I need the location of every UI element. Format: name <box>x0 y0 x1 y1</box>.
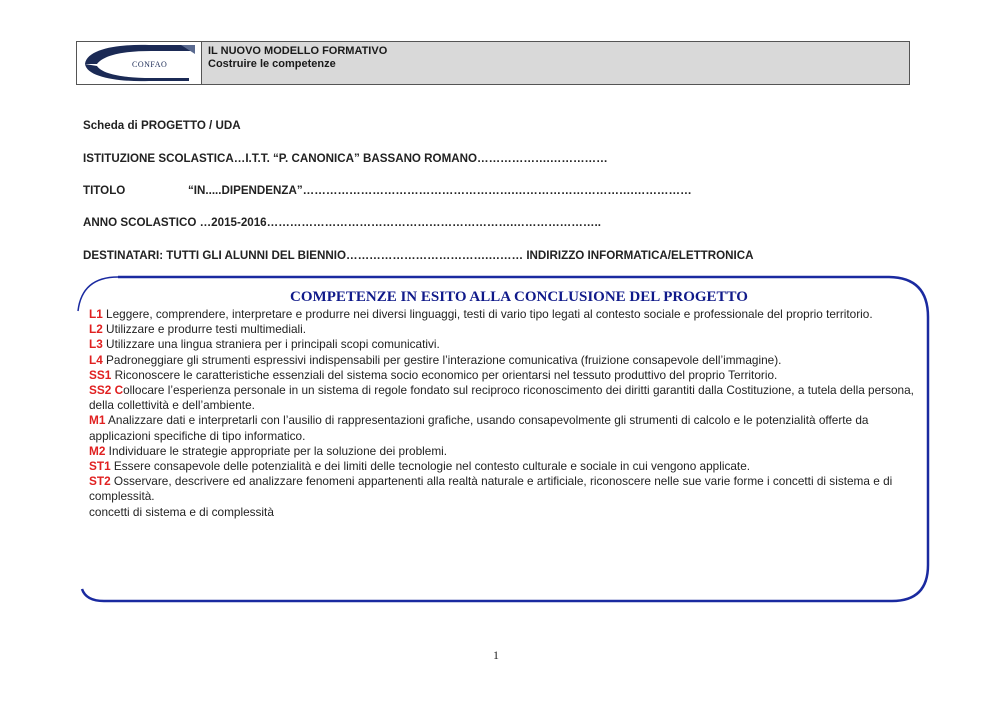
competenza-code: ST2 <box>89 474 111 489</box>
competenza-item <box>89 368 919 383</box>
competenza-item <box>89 337 919 352</box>
header-title-line1: IL NUOVO MODELLO FORMATIVO <box>208 45 388 57</box>
competenza-code: L1 <box>89 307 103 321</box>
header-title-line2: Costruire le competenze <box>208 58 336 70</box>
competenza-code: L4 <box>89 352 103 367</box>
scheda-line: Scheda di PROGETTO / UDA <box>83 119 241 132</box>
competenza-code: L3 <box>89 337 103 352</box>
competenza-item <box>89 474 919 504</box>
competenza-code: SS1 <box>89 367 112 382</box>
confao-logo <box>77 42 202 84</box>
anno-line: ANNO SCOLASTICO …2015-2016……………………………………………………….………………….. <box>83 216 601 229</box>
competenza-code: M1 <box>89 413 106 428</box>
competenza-text: ollocare l’esperienza personale in un sistema di regole fondato sul reciproco riconoscimento dei diritti garantiti dalla Costituzione, a tutela della persona, della collettività e dell’ambiente. <box>89 383 914 413</box>
competenza-item <box>89 353 919 368</box>
titolo-line <box>83 184 692 197</box>
competenza-text: Riconoscere le caratteristiche essenziali del sistema socio economico per orientarsi nel tessuto produttivo del proprio Territorio. <box>111 367 778 382</box>
titolo-label: TITOLO <box>83 184 126 197</box>
competenza-item <box>89 459 919 474</box>
titolo-value: “IN.....DIPENDENZA”……………………………………………….………………………….…………… <box>188 184 692 197</box>
competenza-text: Essere consapevole delle potenzialità e dei limiti delle tecnologie nel contesto culturale e sociale in cui vengono applicate. <box>110 459 751 474</box>
header-title <box>202 42 909 84</box>
page-number: 1 <box>493 648 499 662</box>
competenza-item <box>89 413 919 443</box>
competenza-text: Individuare le strategie appropriate per la soluzione dei problemi. <box>105 443 448 458</box>
competenza-text: Osservare, descrivere ed analizzare fenomeni appartenenti alla realtà naturale e artificiale, riconoscere nelle sue varie forme i concetti di sistema e di complessità. <box>89 474 893 504</box>
competenza-item <box>89 322 919 337</box>
istituzione-line: ISTITUZIONE SCOLASTICA…I.T.T. “P. CANONICA” BASSANO ROMANO……………….…………… <box>83 152 608 165</box>
logo-text: CONFAO <box>132 60 168 69</box>
competenza-text: Utilizzare e produrre testi multimediali. <box>102 322 307 337</box>
competenze-trailing: concetti di sistema e di complessità <box>89 504 274 519</box>
competenza-text: Padroneggiare gli strumenti espressivi indispensabili per gestire l’interazione comunicativa (fruizione consapevole dell’immagine). <box>102 352 782 367</box>
competenze-title: COMPETENZE IN ESITO ALLA CONCLUSIONE DEL PROGETTO <box>290 289 748 305</box>
competenza-code: ST1 <box>89 459 111 474</box>
competenza-code: SS2 C <box>89 383 124 398</box>
competenza-code: L2 <box>89 322 103 337</box>
competenza-code: M2 <box>89 443 106 458</box>
document-header <box>76 41 910 85</box>
competenza-text: Leggere, comprendere, interpretare e produrre nei diversi linguaggi, testi di vario tipo legati al contesto sociale e professionale del proprio territorio. <box>102 307 873 321</box>
competenze-content <box>89 287 919 520</box>
competenza-text: Analizzare dati e interpretarli con l’ausilio di rappresentazioni grafiche, usando consapevolmente gli strumenti di calcolo e le potenzialità offerte da applicazioni specifiche di tipo informatico. <box>89 413 869 443</box>
competenza-text: Utilizzare una lingua straniera per i principali scopi comunicativi. <box>102 337 440 352</box>
competenza-item <box>89 383 919 413</box>
competenza-item <box>89 444 919 459</box>
competenza-item <box>89 307 919 322</box>
competenze-box <box>74 275 932 605</box>
destinatari-line: DESTINATARI: TUTTI GLI ALUNNI DEL BIENNIO……………………………….……… INDIRIZZO INFORMATICA/ELETTRONICA <box>83 249 754 262</box>
